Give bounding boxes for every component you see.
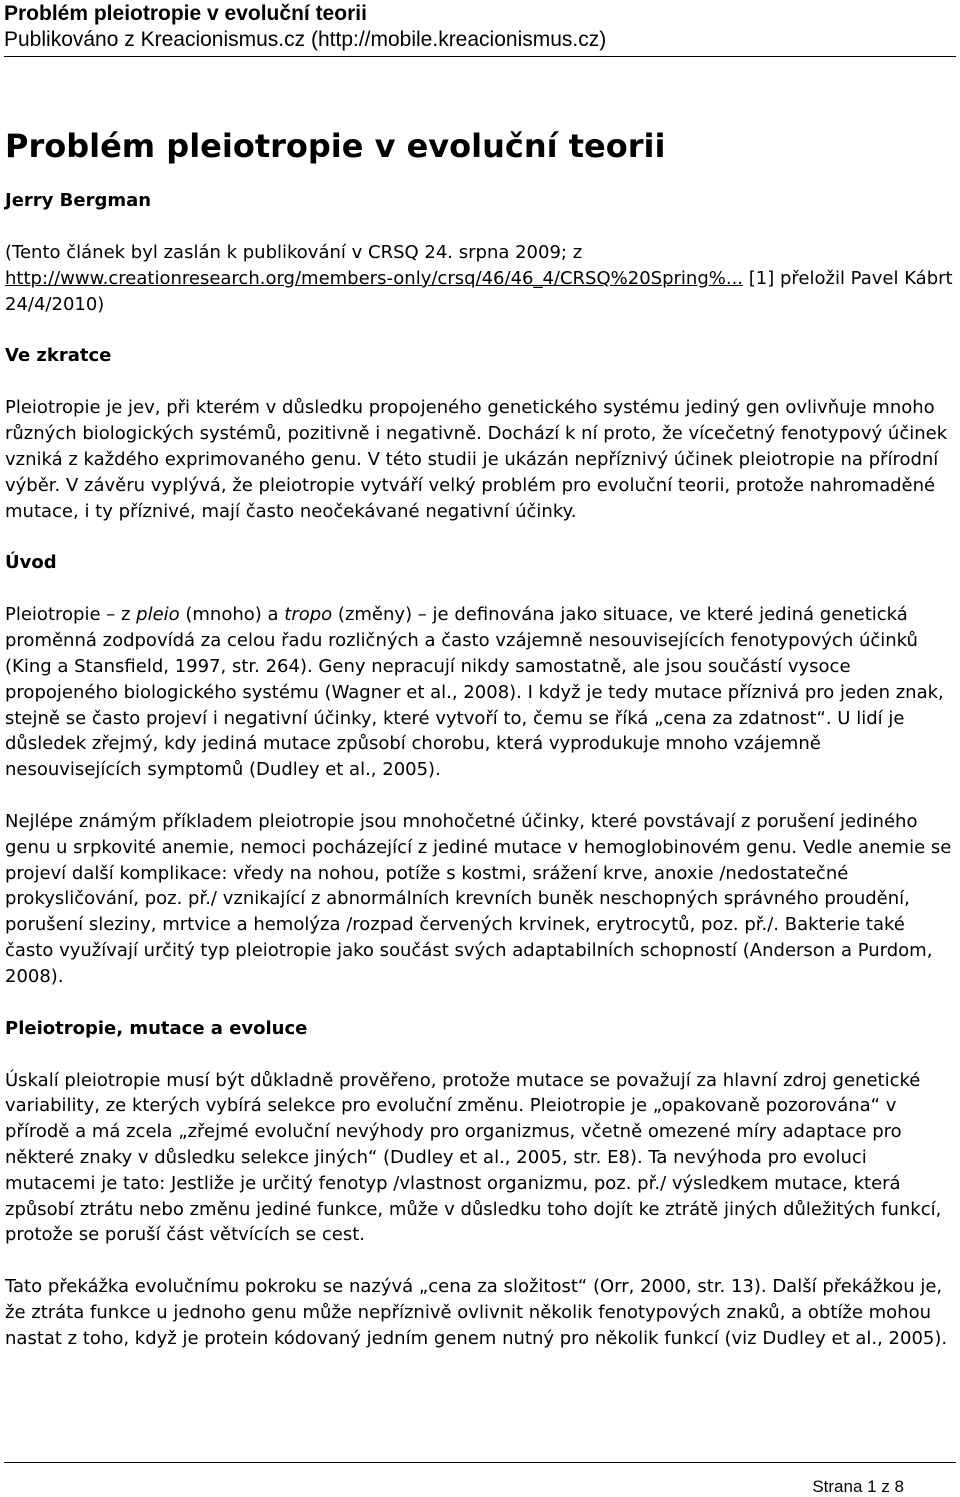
intro-paragraph-2: Nejlépe známým příkladem pleiotropie jsou mnohočetné účinky, které povstávají z porušení jediného genu u srpkovité anemie, nemoci pocházející z jediné mutace v hemoglobinovém genu. Vedle anemie se projeví další komplikace: vředy na nohou, potíže s kostmi, srážení krve, anoxie /nedostatečné prokysličování, poz. př./ vznikající z abnormálních krevních buněk neschopných správného proudění, porušení sleziny, mrtvice a hemolýza /rozpad červených krvinek, erytrocytů, poz. př./. Bakterie také často využívají určitý typ pleiotropie jako součást svých adaptabilních schopností (Anderson a Purdom, 2008). (5, 810, 952, 987)
summary-paragraph: Pleiotropie je jev, při kterém v důsledku propojeného genetického systému jediný gen ovlivňuje mnoho různých biologických systémů, pozitivně i negativně. Dochází k ní proto, že vícečetný fenotypový účinek vzniká z každého exprimovaného genu. V této studii je ukázán nepříznivý účinek pleiotropie na přírodní výběr. V závěru vyplývá, že pleiotropie vytváří velký problém pro evoluční teorii, protože nahromaděné mutace, i ty příznivé, mají často neočekávané negativní účinky. (5, 397, 948, 522)
page-header (4, 0, 956, 53)
summary-heading: Ve zkratce (5, 345, 112, 367)
mutation-paragraph-2: Tato překážka evolučnímu pokroku se nazývá „cena za složitost“ (Orr, 2000, str. 13). Další překážkou je, že ztráta funkce u jednoho genu může nepříznivě ovlivnit několik fenotypových znaků, a obtíže mohou nastat z toho, když je protein kódovaný jedním genem nutný pro několik funkcí (viz Dudley et al., 2005). (5, 1276, 948, 1349)
note-text-after: [1] přeložil Pavel Kábrt 24/4/2010) (5, 267, 953, 315)
intro-paragraph-1 (5, 602, 955, 783)
intro-term-pleio: pleio (136, 604, 180, 626)
intro-term-tropo: tropo (284, 604, 333, 626)
article-title: Problém pleiotropie v evoluční teorii (5, 127, 666, 165)
source-link[interactable]: http://www.creationresearch.org/members-only/crsq/46/46_4/CRSQ%20Spring%... (5, 267, 744, 289)
intro-heading: Úvod (5, 552, 57, 574)
page-number: Strana 1 z 8 (812, 1477, 904, 1496)
header-title: Problém pleiotropie v evoluční teorii (4, 2, 367, 25)
mutation-heading: Pleiotropie, mutace a evoluce (5, 1017, 308, 1039)
intro-text-2: (mnoho) a (179, 604, 285, 626)
intro-text-1: Pleiotropie – z (5, 604, 137, 626)
header-published-source: Publikováno z Kreacionismus.cz (http://mobile.kreacionismus.cz) (4, 28, 607, 51)
note-text-before: (Tento článek byl zaslán k publikování v CRSQ 24. srpna 2009; z (5, 242, 583, 263)
mutation-paragraph-1: Úskalí pleiotropie musí být důkladně prověřeno, protože mutace se považují za hlavní zdroj genetické variability, ze kterých vybírá selekce pro evoluční změnu. Pleiotropie je „opakovaně pozorována“ v přírodě a má zcela „zřejmé evoluční nevýhody pro organizmus, včetně omezené míry adaptace pro některé znaky v důsledku selekce jiných“ (Dudley et al., 2005, str. E8). Ta nevýhoda pro evoluci mutacemi je tato: Jestliže je určitý fenotyp /vlastnost organizmu, poz. př./ výsledkem mutace, která způsobí ztrátu nebo změnu jediné funkce, může v důsledku toho dojít ke ztrátě jiných důležitých funkcí, protože se poruší část větvících se cest. (5, 1069, 942, 1246)
intro-text-3: (změny) – je definována jako situace, ve které jediná genetická proměnná zodpovídá za celou řadu rozličných a často vzájemně nesouvisejících fenotypových účinků (King a Stansfield, 1997, str. 264). Geny nepracují nikdy samostatně, ale jsou součástí vysoce propojeného biologického systému (Wagner et al., 2008). I když je tedy mutace příznivá pro jeden znak, stejně se často projeví i negativní účinky, které vytvoří to, čemu se říká „cena za zdatnost“. U lidí je důsledek zřejmý, kdy jediná mutace způsobí chorobu, která vyprodukuje mnoho vzájemně nesouvisejících symptomů (Dudley et al., 2005). (5, 604, 944, 781)
article (5, 126, 955, 1352)
footer-divider (4, 1462, 956, 1463)
translation-note (5, 240, 955, 317)
article-author: Jerry Bergman (5, 190, 152, 211)
header-divider (4, 56, 956, 57)
